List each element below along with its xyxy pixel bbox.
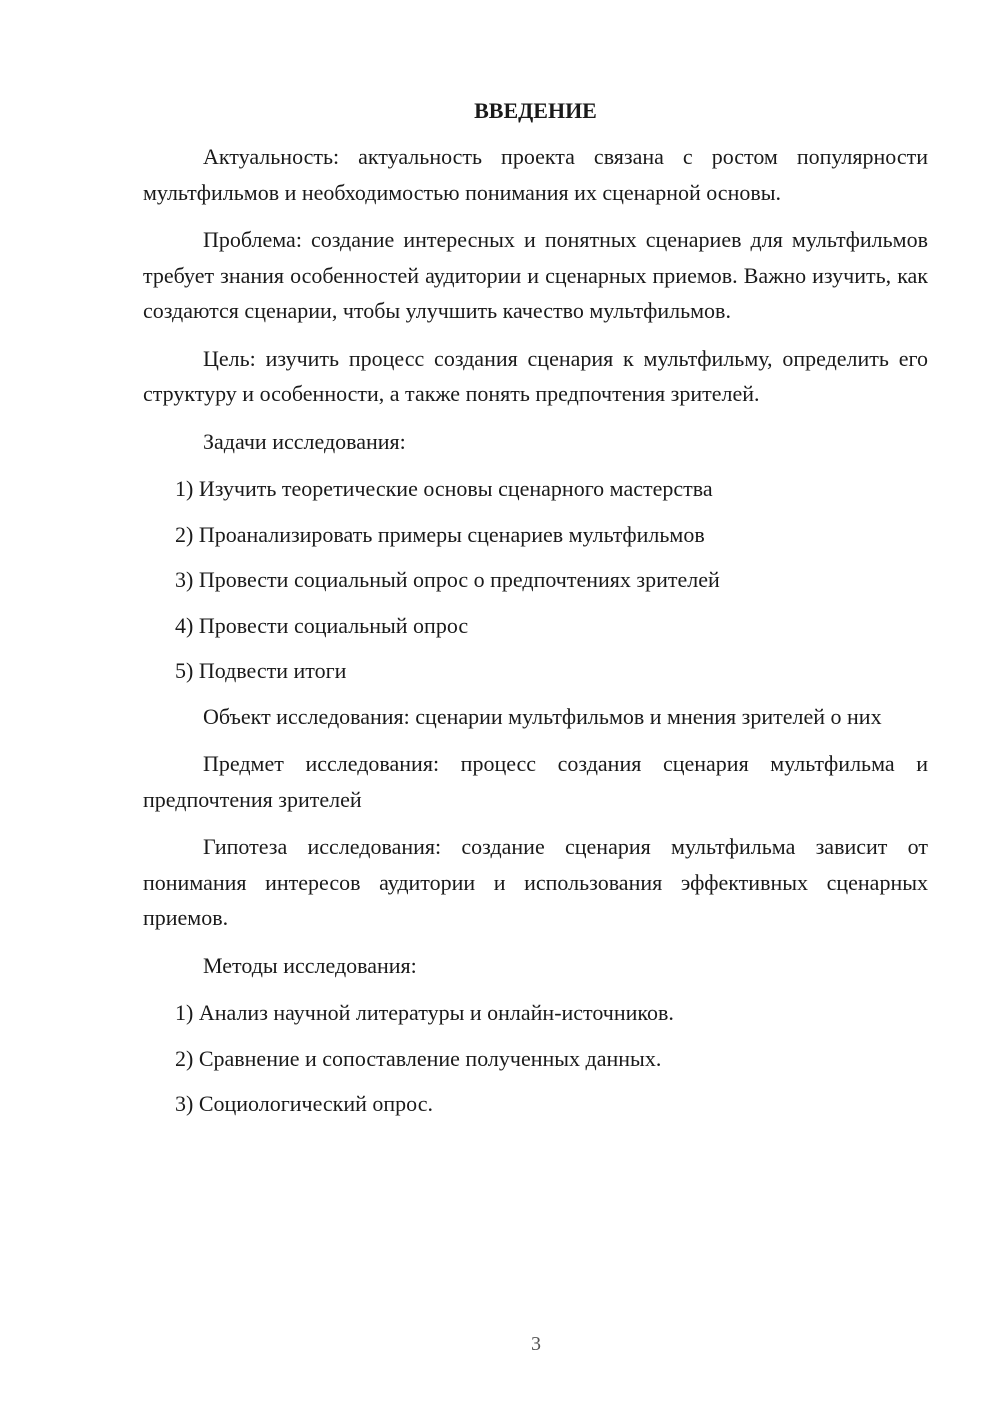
page-content xyxy=(143,95,928,1132)
task-item: 3) Провести социальный опрос о предпочтениях зрителей xyxy=(175,567,720,592)
paragraph-hypothesis: Гипотеза исследования: создание сценария мультфильма зависит от понимания интересов аудитории и использования эффективных сценарных приемов. xyxy=(143,834,928,930)
paragraph-problem: Проблема: создание интересных и понятных сценариев для мультфильмов требует знания особенностей аудитории и сценарных приемов. Важно изучить, как создаются сценарии, чтобы улучшить качество мультфильмов. xyxy=(143,227,928,323)
methods-list xyxy=(143,995,928,1122)
task-item: 2) Проанализировать примеры сценариев мультфильмов xyxy=(175,521,705,547)
paragraph-object: Объект исследования: сценарии мультфильмов и мнения зрителей о них xyxy=(203,703,882,729)
tasks-list xyxy=(143,471,928,689)
tasks-heading: Задачи исследования: xyxy=(203,428,406,454)
paragraph-goal: Цель: изучить процесс создания сценария к мультфильму, определить его структуру и особенности, а также понять предпочтения зрителей. xyxy=(143,345,928,406)
task-item: 1) Изучить теоретические основы сценарного мастерства xyxy=(175,476,713,501)
methods-heading: Методы исследования: xyxy=(203,952,417,978)
paragraph-subject: Предмет исследования: процесс создания сценария мультфильма и предпочтения зрителей xyxy=(143,751,928,812)
method-item: 2) Сравнение и сопоставление полученных данных. xyxy=(175,1045,662,1071)
paragraph-relevance: Актуальность: актуальность проекта связана с ростом популярности мультфильмов и необходимостью понимания их сценарной основы. xyxy=(143,144,928,205)
task-item: 4) Провести социальный опрос xyxy=(175,612,469,638)
page-number: 3 xyxy=(531,1333,541,1355)
page-title: ВВЕДЕНИЕ xyxy=(474,98,597,123)
method-item: 1) Анализ научной литературы и онлайн-источников. xyxy=(175,1000,674,1025)
task-item: 5) Подвести итоги xyxy=(175,658,347,683)
method-item: 3) Социологический опрос. xyxy=(175,1091,433,1116)
